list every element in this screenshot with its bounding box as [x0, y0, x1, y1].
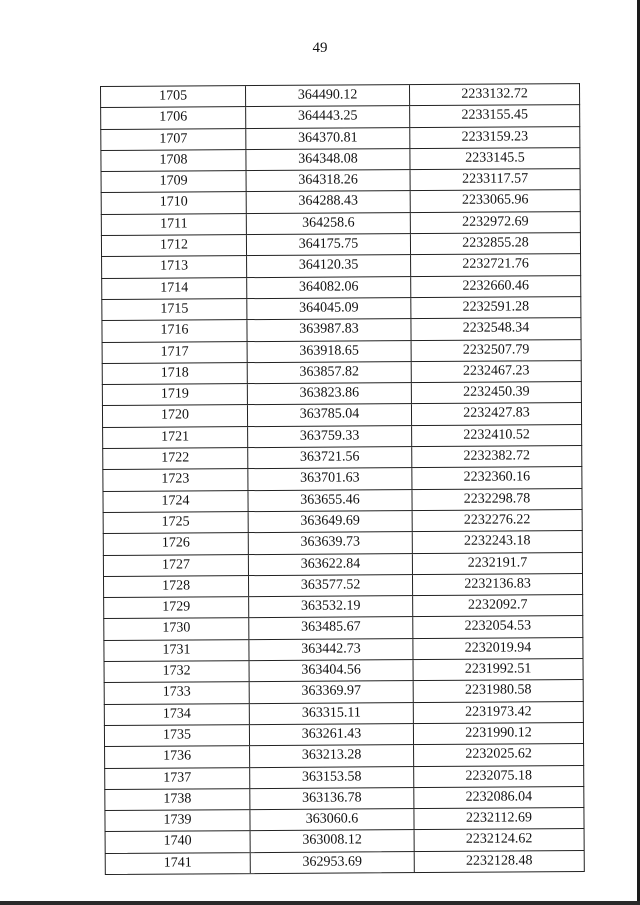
- y-coordinate-cell: 2231980.58: [464, 682, 532, 699]
- table-row: [104, 743, 584, 767]
- y-coordinate-cell: 2232276.22: [463, 512, 531, 528]
- point-number-cell: 1718: [103, 363, 248, 384]
- y-coordinate-cell: 2232298.78: [463, 491, 531, 507]
- x-coordinate-cell: 363404.56: [250, 660, 414, 681]
- table-row: [100, 104, 580, 128]
- y-coordinate-cell: 2232855.28: [462, 235, 529, 251]
- point-number-cell: 1736: [105, 746, 250, 767]
- point-number-cell: 1730: [104, 619, 249, 640]
- x-coordinate-cell: 364175.75: [247, 234, 411, 255]
- y-coordinate-cell: 2233159.23: [461, 128, 529, 145]
- x-coordinate-cell: 363701.63: [248, 468, 412, 489]
- table-row: [100, 147, 580, 171]
- table-row: [104, 701, 584, 725]
- point-number-cell: 1707: [101, 129, 246, 150]
- table-row: [103, 573, 583, 597]
- point-number-cell: 1710: [102, 193, 247, 214]
- point-number-cell: 1714: [102, 278, 247, 299]
- x-coordinate-cell: 363213.28: [250, 745, 414, 766]
- point-number-cell: 1711: [102, 214, 247, 235]
- point-number-cell: 1706: [101, 107, 246, 128]
- x-coordinate-cell: 364348.08: [246, 149, 410, 170]
- point-number-cell: 1740: [106, 831, 251, 852]
- point-number-cell: 1708: [101, 150, 246, 171]
- y-coordinate-cell: 2232360.16: [463, 469, 531, 486]
- x-coordinate-cell: 363153.58: [250, 767, 414, 788]
- point-number-cell: 1737: [105, 768, 250, 789]
- point-number-cell: 1727: [104, 555, 249, 576]
- y-coordinate-cell: 2232019.94: [464, 640, 532, 656]
- y-coordinate-cell: 2231992.51: [464, 661, 532, 677]
- y-coordinate-cell: 2231990.12: [465, 725, 532, 741]
- x-coordinate-cell: 363442.73: [249, 639, 413, 660]
- point-number-cell: 1722: [103, 448, 248, 469]
- page-number: 49: [312, 40, 328, 56]
- table-row: [102, 445, 582, 469]
- y-coordinate-cell: 2233155.45: [461, 107, 528, 124]
- table-row: [101, 190, 581, 214]
- point-number-cell: 1728: [104, 576, 249, 597]
- point-number-cell: 1731: [104, 640, 249, 661]
- table-row: [102, 424, 582, 448]
- y-coordinate-cell: 2232075.18: [465, 767, 533, 784]
- table-row: [103, 530, 583, 554]
- y-coordinate-cell: 2232467.23: [462, 363, 530, 379]
- table-row: [100, 83, 580, 107]
- x-coordinate-cell: 363649.69: [249, 511, 413, 532]
- y-coordinate-cell: 2232136.83: [464, 576, 531, 592]
- y-coordinate-cell: 2232243.18: [463, 533, 531, 550]
- y-coordinate-cell: 2232054.53: [464, 618, 532, 635]
- table-row: [105, 828, 585, 852]
- coordinate-table: [100, 83, 585, 875]
- point-number-cell: 1726: [104, 533, 249, 554]
- y-coordinate-cell: 2232591.28: [462, 299, 530, 315]
- y-coordinate-cell: 2232410.52: [463, 427, 530, 443]
- table-row: [100, 126, 580, 150]
- y-coordinate-cell: 2232086.04: [465, 789, 533, 805]
- x-coordinate-cell: 363987.83: [247, 319, 411, 340]
- table-row: [102, 381, 582, 405]
- x-coordinate-cell: 363315.11: [250, 703, 414, 724]
- y-coordinate-cell: 2232660.46: [462, 278, 530, 294]
- x-coordinate-cell: 364288.43: [247, 192, 411, 213]
- table-row: [104, 679, 584, 703]
- point-number-cell: 1721: [103, 427, 248, 448]
- table-row: [105, 850, 585, 875]
- x-coordinate-cell: 364490.12: [246, 85, 410, 106]
- y-coordinate-cell: 2233145.5: [465, 150, 525, 166]
- x-coordinate-cell: 363721.56: [248, 447, 412, 468]
- y-coordinate-cell: 2232382.72: [463, 448, 531, 464]
- x-coordinate-cell: 363577.52: [249, 575, 413, 596]
- x-coordinate-cell: 363622.84: [249, 554, 413, 575]
- point-number-cell: 1729: [104, 597, 249, 618]
- point-number-cell: 1725: [104, 512, 249, 533]
- table-row: [103, 615, 583, 639]
- y-coordinate-cell: 2233065.96: [461, 192, 529, 209]
- table-row: [101, 275, 581, 299]
- point-number-cell: 1717: [103, 342, 248, 363]
- x-coordinate-cell: 364443.25: [246, 106, 410, 127]
- x-coordinate-cell: 363532.19: [249, 596, 413, 617]
- x-coordinate-cell: 363060.6: [250, 809, 414, 830]
- y-coordinate-cell: 2232191.7: [467, 554, 528, 571]
- x-coordinate-cell: 363639.73: [249, 532, 413, 553]
- x-coordinate-cell: 363918.65: [248, 341, 412, 362]
- point-number-cell: 1705: [101, 86, 246, 107]
- table-row: [102, 403, 582, 427]
- point-number-cell: 1733: [105, 682, 250, 703]
- x-coordinate-cell: 363759.33: [248, 426, 412, 447]
- table-row: [102, 360, 582, 384]
- point-number-cell: 1723: [103, 469, 248, 490]
- point-number-cell: 1738: [105, 789, 250, 810]
- point-number-cell: 1720: [103, 406, 248, 427]
- point-number-cell: 1732: [105, 661, 250, 682]
- point-number-cell: 1734: [105, 704, 250, 725]
- y-coordinate-cell: 2233132.72: [461, 86, 528, 102]
- x-coordinate-cell: 363261.43: [250, 724, 414, 745]
- table-row: [103, 552, 583, 576]
- x-coordinate-cell: 364370.81: [246, 128, 410, 149]
- x-coordinate-cell: 364120.35: [247, 255, 411, 276]
- y-coordinate-cell: 2232721.76: [462, 256, 529, 273]
- table-row: [101, 168, 581, 192]
- y-coordinate-cell: 2232112.69: [465, 810, 533, 826]
- table-row: [103, 509, 583, 533]
- table-row: [101, 232, 581, 256]
- point-number-cell: 1735: [105, 725, 250, 746]
- x-coordinate-cell: 364082.06: [247, 277, 411, 298]
- point-number-cell: 1741: [106, 853, 251, 874]
- y-coordinate-cell: 2232092.7: [467, 597, 528, 613]
- point-number-cell: 1719: [103, 384, 248, 405]
- table-row: [103, 594, 583, 618]
- table-row: [104, 765, 584, 789]
- y-coordinate-cell: 2232124.62: [465, 831, 533, 848]
- x-coordinate-cell: 363369.97: [250, 681, 414, 702]
- table-row: [101, 253, 581, 277]
- table-row: [101, 296, 581, 320]
- y-coordinate-cell: 2232128.48: [465, 853, 533, 869]
- table-row: [102, 466, 582, 490]
- table-row: [104, 786, 584, 810]
- table-row: [104, 807, 584, 831]
- scan-edge-bottom: [0, 901, 640, 905]
- table-row: [103, 637, 583, 661]
- y-coordinate-cell: 2232507.79: [462, 341, 530, 358]
- table-row: [102, 339, 582, 363]
- y-coordinate-cell: 2231973.42: [465, 703, 532, 720]
- table-row: [104, 658, 584, 682]
- x-coordinate-cell: 363136.78: [250, 788, 414, 809]
- y-coordinate-cell: 2232450.39: [463, 384, 530, 400]
- x-coordinate-cell: 363655.46: [248, 490, 412, 511]
- x-coordinate-cell: 363857.82: [248, 362, 412, 383]
- x-coordinate-cell: 363823.86: [248, 383, 412, 404]
- point-number-cell: 1715: [102, 299, 247, 320]
- x-coordinate-cell: 363485.67: [249, 618, 413, 639]
- y-coordinate-cell: 2232972.69: [462, 214, 529, 230]
- point-number-cell: 1709: [102, 171, 247, 192]
- table-row: [101, 211, 581, 235]
- x-coordinate-cell: 364045.09: [247, 298, 411, 319]
- x-coordinate-cell: 363008.12: [251, 830, 415, 851]
- y-coordinate-cell: 2233117.57: [462, 171, 529, 187]
- table-row: [101, 317, 581, 341]
- point-number-cell: 1716: [102, 320, 247, 341]
- table-row: [102, 488, 582, 512]
- point-number-cell: 1713: [102, 256, 247, 277]
- table-row: [104, 722, 584, 746]
- point-number-cell: 1724: [103, 491, 248, 512]
- y-coordinate-cell: 2232427.83: [463, 405, 530, 422]
- point-number-cell: 1712: [102, 235, 247, 256]
- point-number-cell: 1739: [105, 810, 250, 831]
- y-coordinate-cell: 2232025.62: [465, 746, 532, 762]
- y-coordinate-cell: 2232548.34: [462, 320, 530, 337]
- x-coordinate-cell: 362953.69: [251, 852, 415, 873]
- x-coordinate-cell: 364318.26: [247, 170, 411, 191]
- x-coordinate-cell: 363785.04: [248, 405, 412, 426]
- x-coordinate-cell: 364258.6: [247, 213, 411, 234]
